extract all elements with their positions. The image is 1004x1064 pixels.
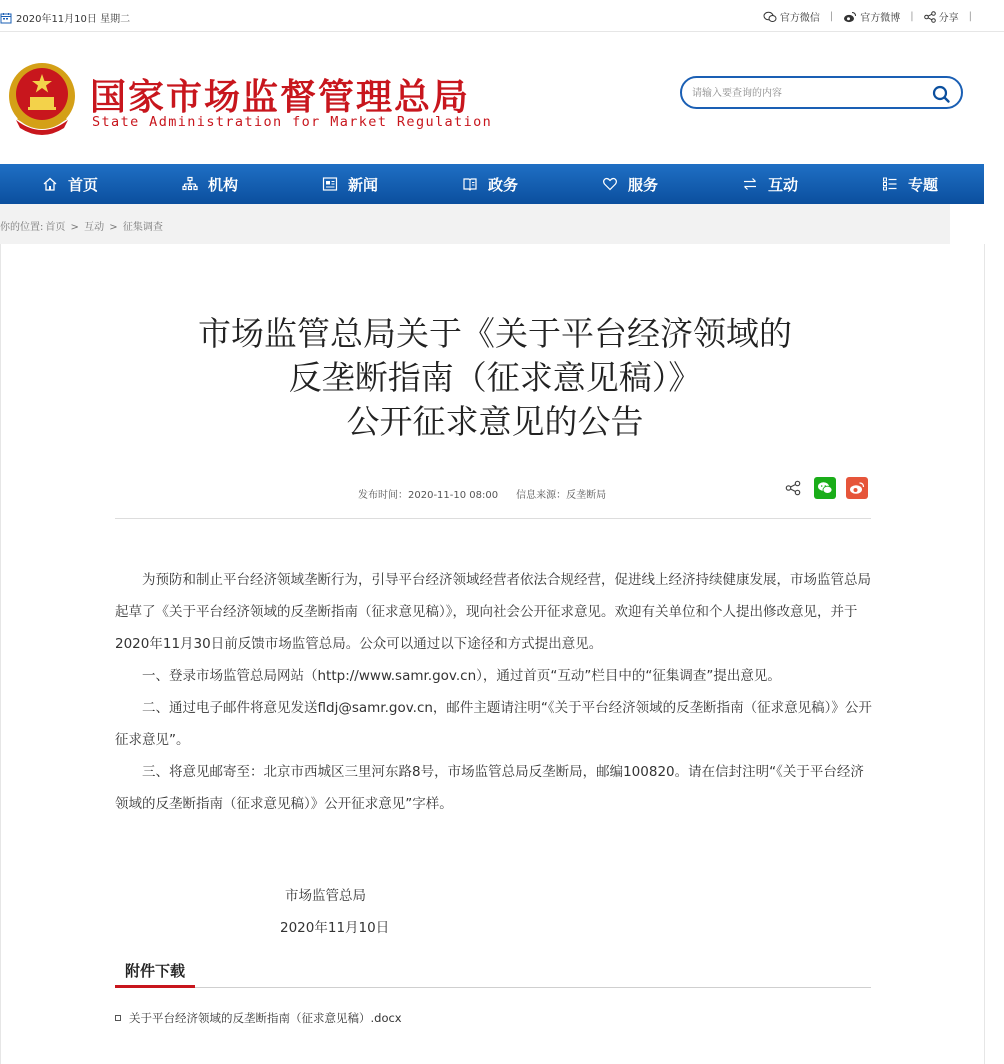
publish-time: 发布时间：2020-11-10 08:00	[358, 490, 499, 501]
breadcrumb-sep: >	[67, 222, 83, 233]
share-link[interactable]	[924, 9, 959, 24]
paragraph: 一、登录市场监管总局网站（http://www.samr.gov.cn），通过首页“互动”栏目中的“征集调查”提出意见。	[142, 668, 781, 684]
signature	[280, 880, 389, 944]
nav-label: 机构	[207, 175, 238, 194]
breadcrumb	[0, 204, 950, 244]
home-icon	[42, 176, 58, 192]
info-source: 信息来源：反垄断局	[516, 490, 607, 501]
separator: |	[968, 11, 972, 22]
wechat-icon	[763, 11, 777, 23]
wechat-share-button[interactable]	[814, 477, 836, 499]
site-title-cn[interactable]: 国家市场监督管理总局	[90, 76, 471, 118]
calendar-icon	[0, 12, 12, 24]
news-icon	[322, 176, 338, 192]
weibo-label: 官方微博	[860, 13, 901, 24]
service-icon	[602, 176, 618, 192]
weibo-link[interactable]	[843, 9, 900, 24]
signature-date: 2020年11月10日	[280, 920, 390, 936]
breadcrumb-link-home[interactable]: 首页	[45, 222, 66, 233]
breadcrumb-link-interact[interactable]: 互动	[84, 222, 105, 233]
site-header	[0, 33, 1004, 163]
title-line-3: 公开征求意见的公告	[346, 402, 644, 441]
national-emblem-logo[interactable]	[6, 60, 78, 138]
weibo-icon	[843, 11, 857, 23]
nav-label: 服务	[627, 175, 658, 194]
share-button[interactable]	[782, 477, 804, 499]
title-divider	[115, 518, 871, 519]
paragraph: 三、将意见邮寄至：北京市西城区三里河东路8号，市场监管总局反垄断局，邮编100820。请在信封注明“《关于平台经济领域的反垄断指南（征求意见稿）》公开征求意见”字样。	[115, 764, 864, 812]
nav-label: 政务	[487, 175, 518, 194]
attachment-link[interactable]: 关于平台经济领域的反垄断指南（征求意见稿）.docx	[129, 1011, 402, 1025]
nav-item-topics[interactable]	[840, 164, 980, 204]
nav-label: 专题	[907, 175, 938, 194]
interact-icon	[742, 176, 758, 192]
signature-org: 市场监管总局	[285, 888, 366, 904]
social-links	[763, 9, 972, 24]
share-bar	[782, 477, 868, 499]
article-title	[100, 312, 890, 444]
nav-item-org[interactable]	[140, 164, 280, 204]
site-title-en: State Administration for Market Regulation	[92, 114, 493, 130]
date-display	[0, 10, 130, 25]
search-input[interactable]	[692, 85, 922, 101]
panel-border-right	[984, 244, 985, 1064]
title-line-2: 反垄断指南（征求意见稿）》	[288, 358, 702, 397]
weibo-icon	[849, 481, 865, 495]
org-icon	[182, 176, 198, 192]
wechat-link[interactable]	[763, 9, 820, 24]
separator: |	[829, 11, 834, 22]
paragraph: 为预防和制止平台经济领域垄断行为，引导平台经济领域经营者依法合规经营，促进线上经济持续健康发展，市场监管总局起草了《关于平台经济领域的反垄断指南（征求意见稿）》，现向社会公开征求意见。欢迎有关单位和个人提出修改意见，并于2020年11月30日前反馈市场监管总局。公众可以通过以下途径和方式提出意见。	[115, 572, 871, 652]
wechat-icon	[817, 481, 833, 495]
article-meta	[358, 486, 606, 501]
nav-item-news[interactable]	[280, 164, 420, 204]
panel-border-left	[0, 244, 1, 1064]
title-line-1: 市场监管总局关于《关于平台经济领域的	[198, 314, 792, 353]
share-icon	[785, 480, 801, 496]
share-icon	[924, 11, 936, 23]
breadcrumb-prefix: 你的位置:	[0, 222, 44, 233]
top-bar	[0, 0, 1004, 32]
nav-item-affairs[interactable]	[420, 164, 560, 204]
nav-label: 互动	[767, 175, 798, 194]
share-label: 分享	[938, 13, 959, 24]
article-body	[115, 564, 873, 820]
date-text: 2020年11月10日 星期二	[16, 14, 131, 25]
nav-item-home[interactable]	[0, 164, 140, 204]
weibo-share-button[interactable]	[846, 477, 868, 499]
nav-label: 新闻	[347, 175, 378, 194]
separator: |	[910, 11, 914, 22]
attachment-item	[115, 1010, 402, 1026]
topics-icon	[882, 176, 898, 192]
affairs-icon	[462, 176, 478, 192]
breadcrumb-sep: >	[106, 222, 121, 233]
nav-item-interact[interactable]	[700, 164, 840, 204]
bullet-icon	[115, 1015, 121, 1021]
nav-item-service[interactable]	[560, 164, 700, 204]
breadcrumb-link-survey[interactable]: 征集调查	[122, 222, 163, 233]
nav-label: 首页	[67, 175, 98, 194]
search-box	[680, 76, 963, 109]
article-panel	[0, 244, 1004, 1064]
attachments-heading: 附件下载	[115, 960, 195, 988]
paragraph: 二、通过电子邮件将意见发送fldj@samr.gov.cn，邮件主题请注明“《关于平台经济领域的反垄断指南（征求意见稿）》公开征求意见”。	[115, 700, 872, 748]
main-nav	[0, 164, 984, 204]
attachments-header	[115, 956, 871, 988]
search-icon[interactable]	[931, 84, 951, 104]
wechat-label: 官方微信	[779, 13, 820, 24]
